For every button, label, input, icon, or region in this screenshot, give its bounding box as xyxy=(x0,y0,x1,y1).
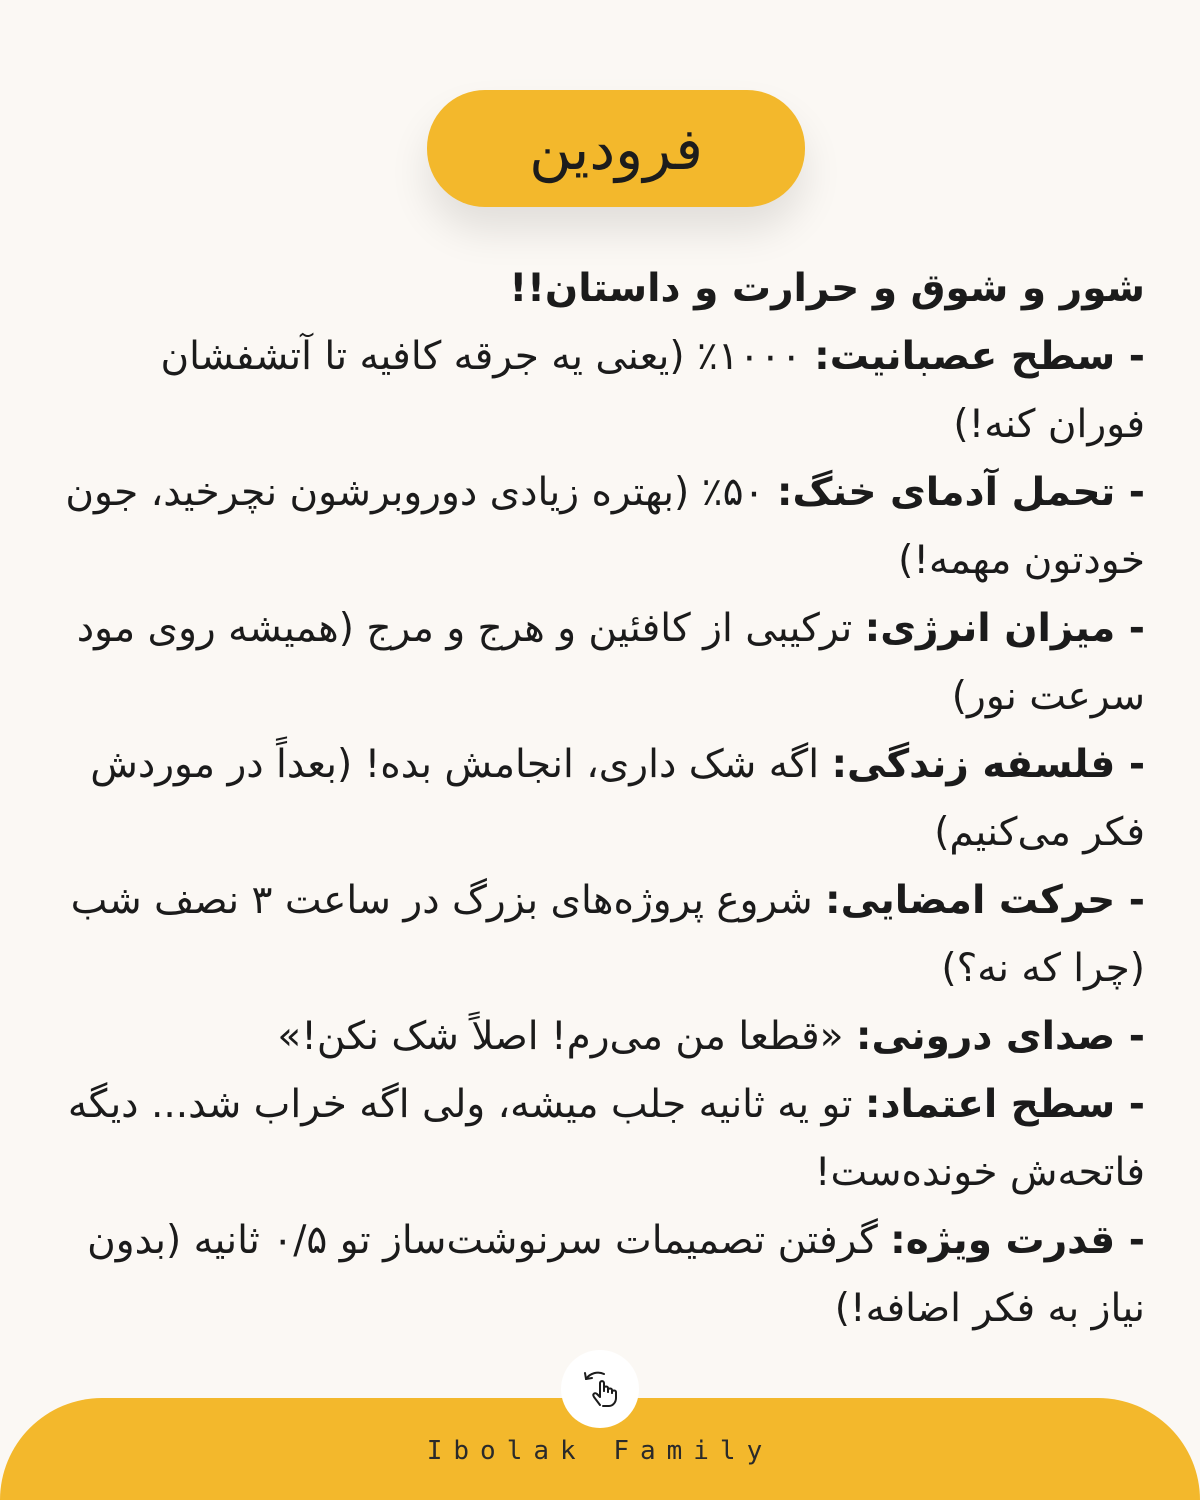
list-item xyxy=(60,595,1145,731)
item-text: اگه شک داری، انجامش بده! (بعداً در موردش فکر می‌کنیم) xyxy=(90,742,1145,855)
item-label: - صدای درونی: xyxy=(855,1014,1145,1059)
item-label: - سطح اعتماد: xyxy=(864,1082,1145,1127)
item-label: - حرکت امضایی: xyxy=(825,878,1145,923)
list-item xyxy=(60,459,1145,595)
item-text: «قطعا من می‌رم! اصلاً شک نکن!» xyxy=(277,1014,856,1059)
item-text: گرفتن تصمیمات سرنوشت‌ساز تو ۰/۵ ثانیه (بدون نیاز به فکر اضافه!) xyxy=(87,1218,1145,1331)
page-title: فرودین xyxy=(529,114,703,183)
item-label: - میزان انرژی: xyxy=(864,606,1145,651)
list-item xyxy=(60,867,1145,1003)
item-text: ۱۰۰۰٪ (یعنی یه جرقه کافیه تا آتشفشان فوران کنه!) xyxy=(160,334,1145,447)
swipe-hand-icon xyxy=(576,1365,624,1413)
swipe-button[interactable] xyxy=(561,1350,639,1428)
title-pill xyxy=(427,90,805,207)
content-body xyxy=(60,255,1145,1343)
list-item xyxy=(60,731,1145,867)
item-text: ترکیبی از کافئین و هرج و مرج (همیشه روی مود سرعت نور) xyxy=(76,606,1145,719)
list-item xyxy=(60,1003,1145,1071)
item-label: - فلسفه زندگی: xyxy=(831,742,1145,787)
list-item xyxy=(60,1207,1145,1343)
list-item xyxy=(60,1071,1145,1207)
item-label: - سطح عصبانیت: xyxy=(814,334,1145,379)
brand-name: Ibolak Family xyxy=(426,1436,774,1466)
item-label: - قدرت ویژه: xyxy=(890,1218,1145,1263)
item-text: ۵۰٪ (بهتره زیادی دوروبرشون نچرخید، جون خودتون مهمه!) xyxy=(65,470,1145,583)
item-label: - تحمل آدمای خنگ: xyxy=(776,470,1145,515)
headline: شور و شوق و حرارت و داستان!! xyxy=(509,266,1145,311)
item-text: تو یه ثانیه جلب میشه، ولی اگه خراب شد... دیگه فاتحه‌ش خونده‌ست! xyxy=(67,1082,1145,1195)
item-text: شروع پروژه‌های بزرگ در ساعت ۳ نصف شب (چرا که نه؟) xyxy=(70,878,1145,991)
list-item xyxy=(60,323,1145,459)
